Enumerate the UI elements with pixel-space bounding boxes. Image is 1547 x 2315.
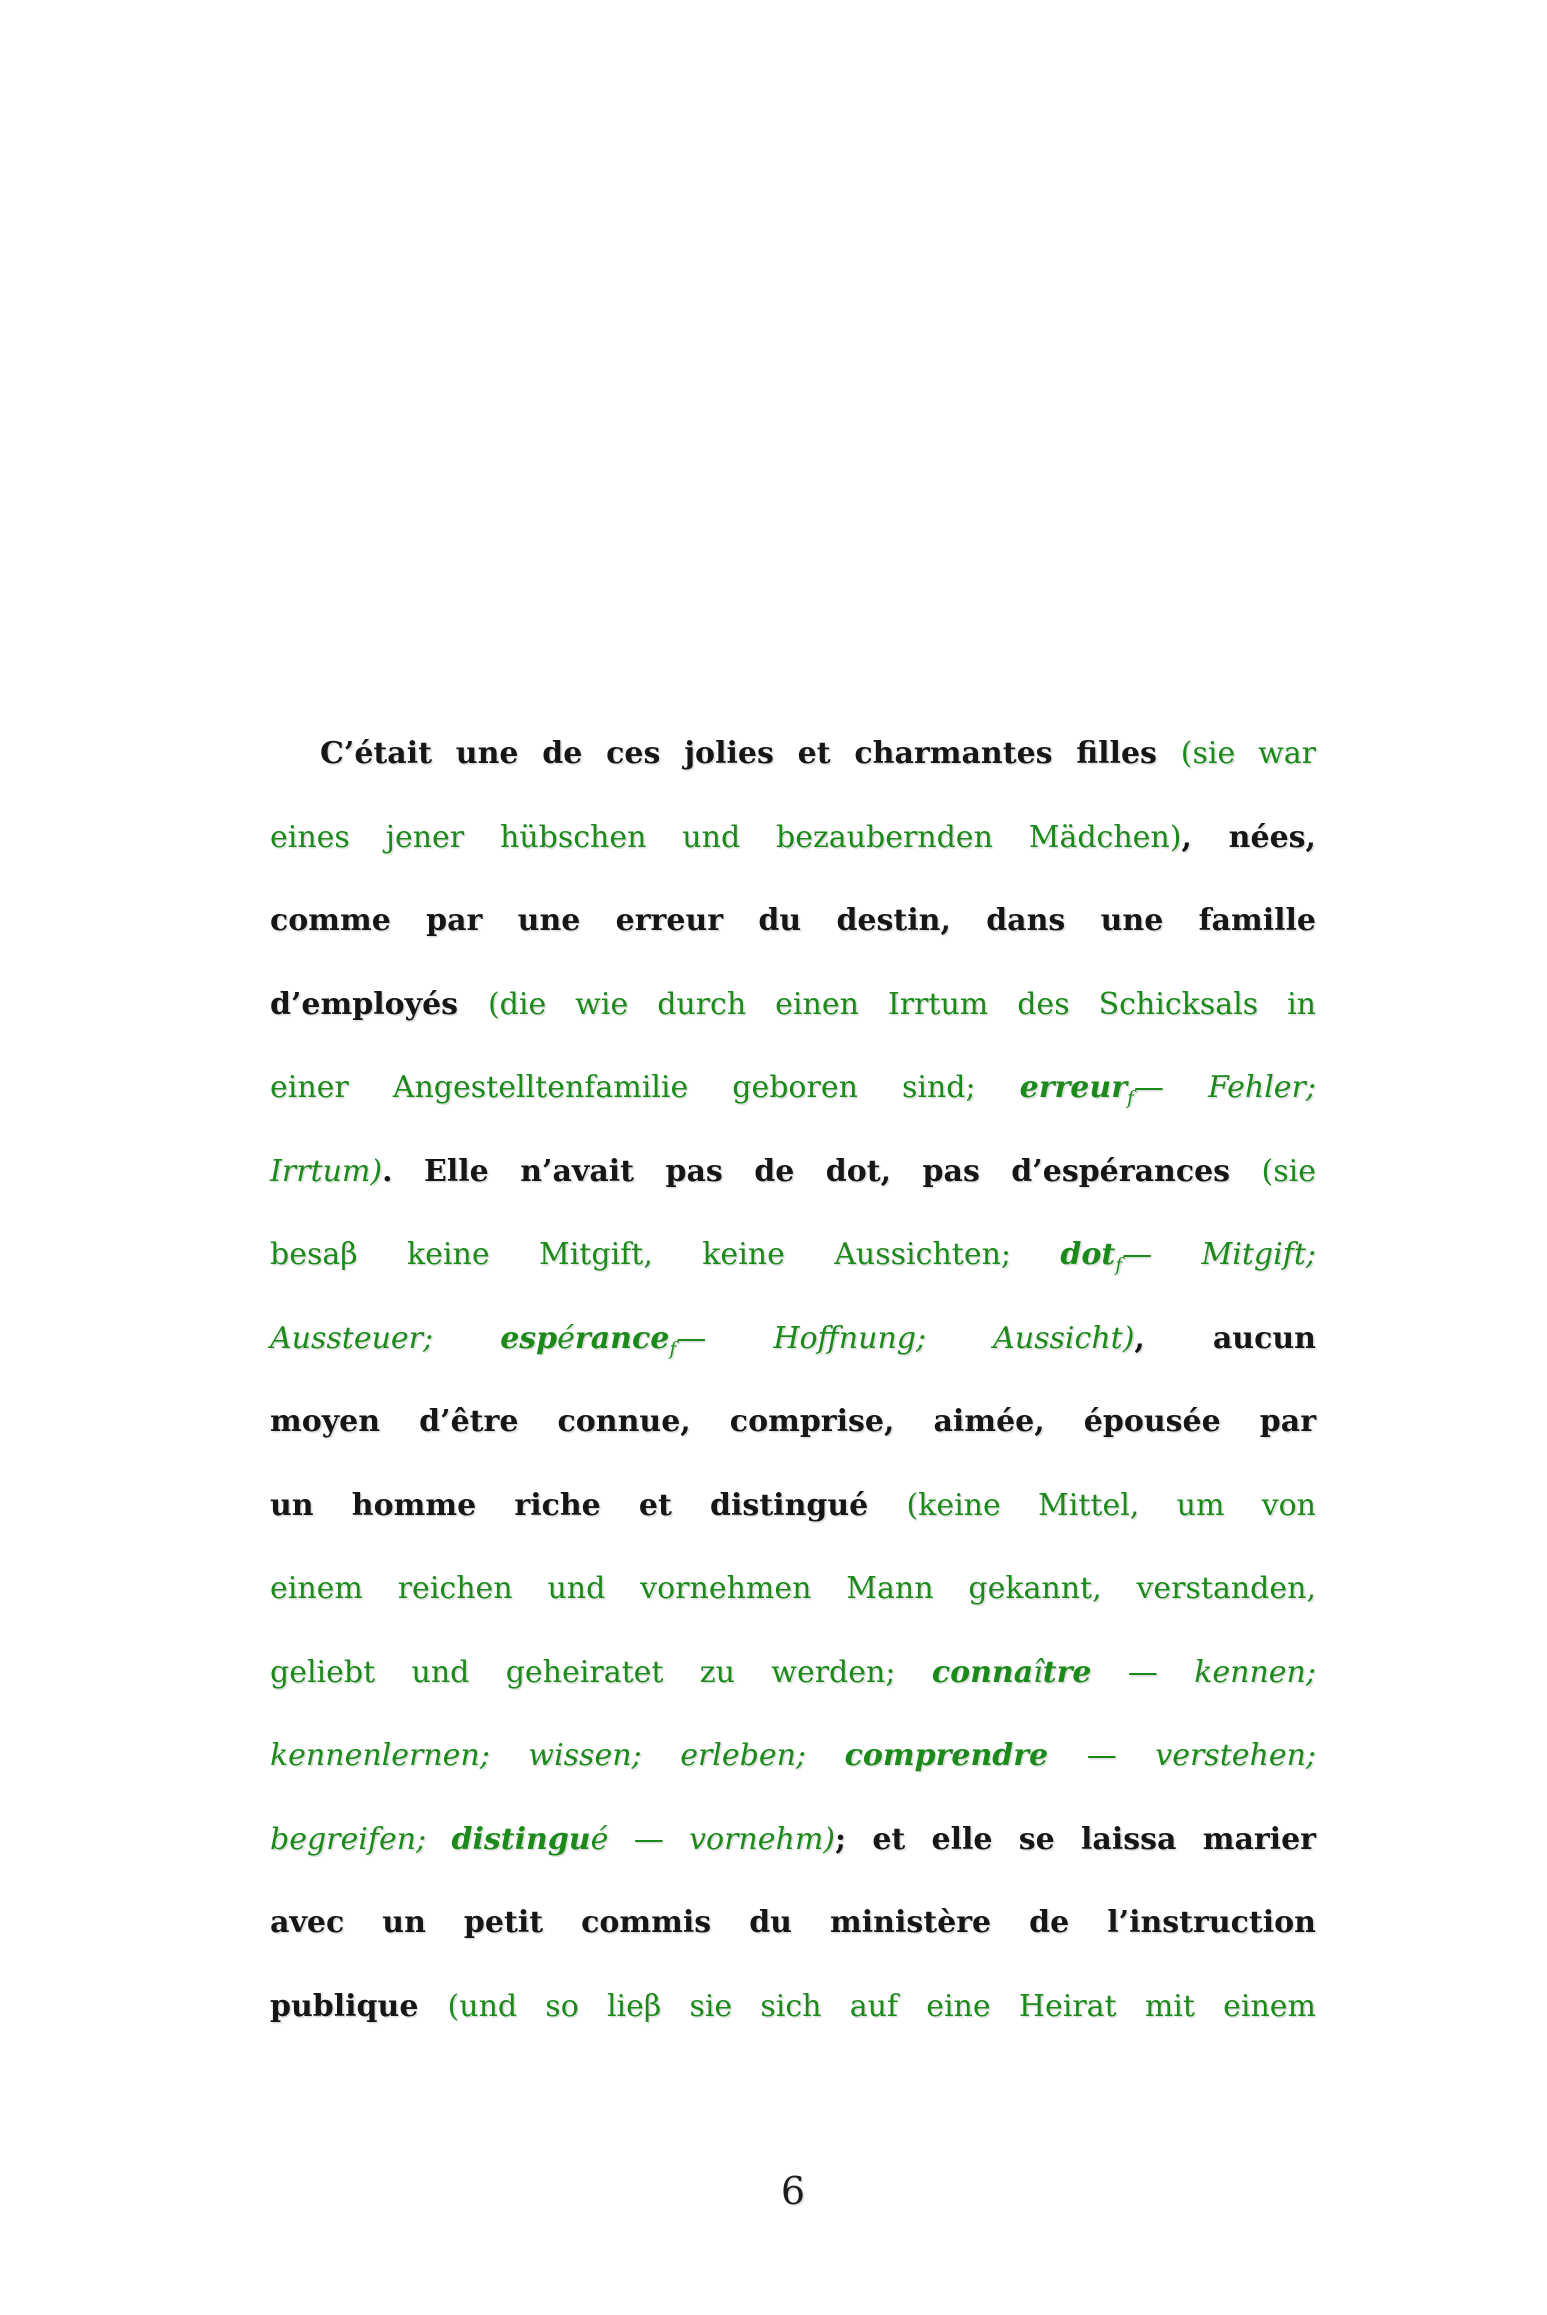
text-segment: , nées, xyxy=(1181,819,1316,855)
text-line xyxy=(270,712,1316,796)
text-segment: (und so lieβ sie sich auf eine Heirat mit einem xyxy=(447,1988,1316,2024)
text-segment: comme par une erreur du destin, dans une famille xyxy=(270,903,1316,938)
text-segment: publique xyxy=(270,1988,448,2024)
text-segment: (sie xyxy=(1261,1153,1316,1189)
text-segment: — Fehler; xyxy=(1133,1070,1316,1105)
text-segment: moyen d’être connue, comprise, aimée, épousée par xyxy=(270,1404,1316,1439)
text-segment: î xyxy=(1033,1654,1043,1690)
text-segment: dot xyxy=(1060,1237,1116,1272)
text-segment: un homme riche et distingué xyxy=(270,1487,907,1523)
text-line xyxy=(270,1213,1316,1297)
text-segment: ; et elle se laissa marier xyxy=(834,1821,1316,1857)
text-segment: Irrtum) xyxy=(270,1153,383,1189)
text-line xyxy=(270,1547,1316,1631)
text-segment: . Elle n’avait pas de dot, pas d’espérances xyxy=(382,1153,1262,1189)
text-segment: comprendre xyxy=(844,1738,1049,1773)
text-line xyxy=(270,1965,1316,2049)
text-block xyxy=(270,712,1316,2048)
text-segment: é — vornehm) xyxy=(590,1821,835,1857)
text-segment: — kennen; xyxy=(1091,1654,1316,1690)
text-line xyxy=(270,1380,1316,1464)
text-segment: distingu xyxy=(451,1821,591,1857)
text-segment: eines jener hübschen und bezaubernden Mädchen) xyxy=(270,819,1182,855)
text-segment: d’employés xyxy=(270,986,488,1022)
text-segment: conna xyxy=(931,1654,1034,1690)
text-segment: f xyxy=(1115,1255,1123,1276)
text-line xyxy=(270,879,1316,963)
text-line xyxy=(270,1881,1316,1965)
text-line xyxy=(270,1297,1316,1381)
text-segment: avec un petit commis du ministère de l’instruction xyxy=(270,1905,1316,1940)
text-line xyxy=(270,1046,1316,1130)
text-segment: tre xyxy=(1042,1654,1092,1690)
text-segment: f xyxy=(1127,1088,1134,1109)
text-segment: rance xyxy=(574,1320,670,1356)
text-line xyxy=(270,1631,1316,1715)
text-segment: erreur xyxy=(1019,1070,1128,1105)
text-line xyxy=(270,1714,1316,1798)
page-number: 6 xyxy=(780,2169,806,2213)
text-segment: C’était une de ces jolies et charmantes filles xyxy=(320,736,1181,771)
text-segment: esp xyxy=(500,1320,558,1356)
text-segment: — Mitgift; xyxy=(1122,1237,1316,1272)
text-segment: (die wie durch einen Irrtum des Schicksals in xyxy=(487,986,1316,1022)
text-segment: einem reichen und vornehmen Mann gekannt, verstanden, xyxy=(270,1571,1316,1606)
text-line xyxy=(270,1464,1316,1548)
text-segment: kennenlernen; wissen; erleben; xyxy=(270,1738,845,1773)
text-segment: geliebt und geheiratet zu werden; xyxy=(270,1654,932,1690)
text-segment: é xyxy=(557,1320,575,1356)
text-segment: einer Angestelltenfamilie geboren sind; xyxy=(270,1070,1020,1105)
text-segment: , aucun xyxy=(1134,1320,1316,1356)
text-segment: f xyxy=(669,1338,677,1360)
text-line xyxy=(270,1798,1316,1882)
text-segment: (sie war xyxy=(1180,736,1317,771)
text-segment: besaβ keine Mitgift, keine Aussichten; xyxy=(270,1237,1061,1272)
text-segment: (keine Mittel, um von xyxy=(906,1487,1316,1523)
text-line xyxy=(270,796,1316,880)
text-line xyxy=(270,1130,1316,1214)
text-segment: — verstehen; xyxy=(1048,1738,1317,1773)
text-segment: Aussteuer; xyxy=(270,1320,501,1356)
text-line xyxy=(270,963,1316,1047)
text-segment: — Hoffnung; Aussicht) xyxy=(676,1320,1135,1356)
text-segment: begreifen; xyxy=(270,1821,452,1857)
